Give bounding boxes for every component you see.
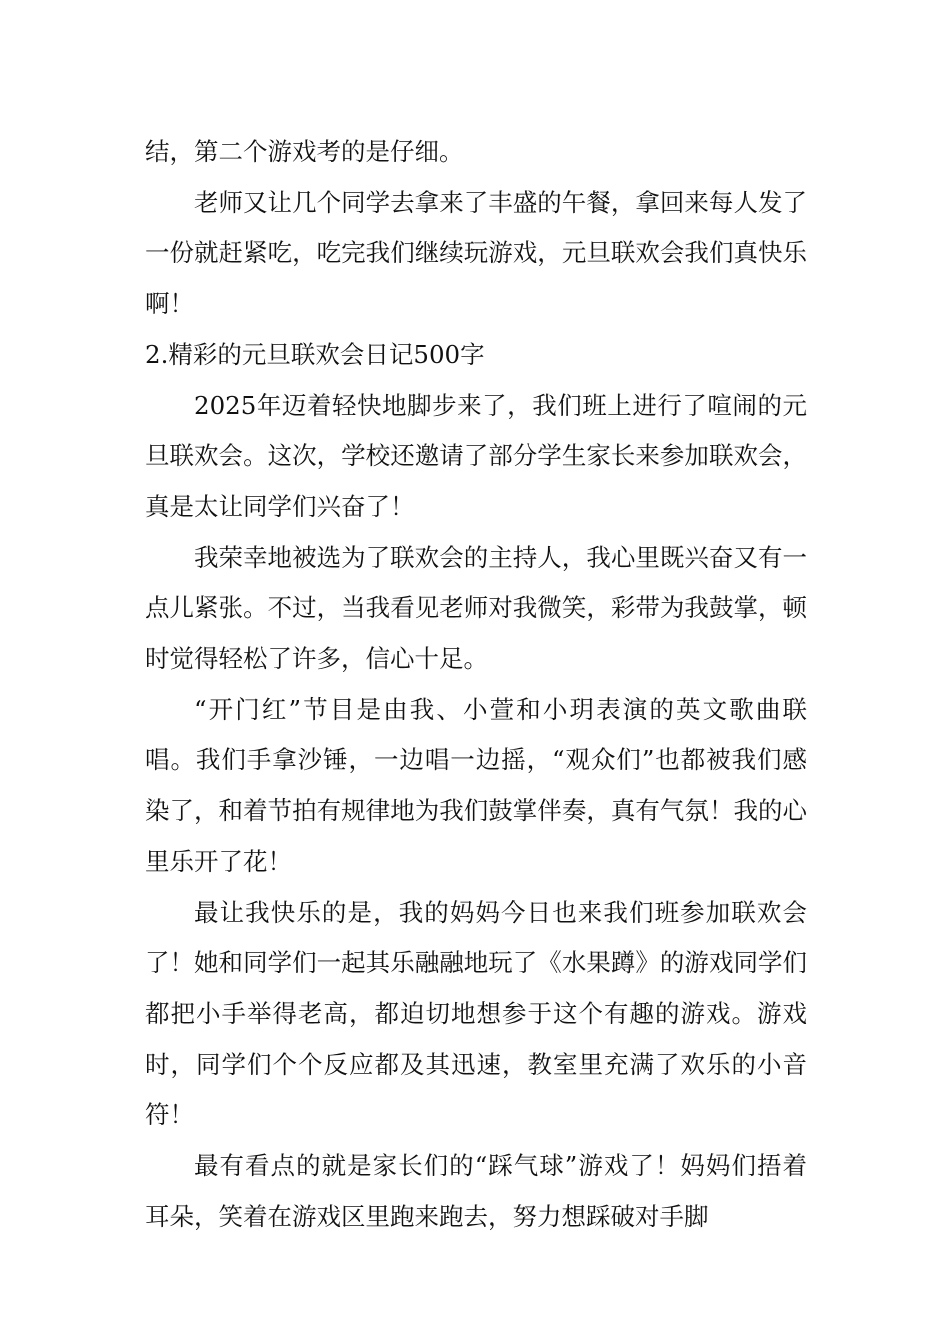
paragraph-continuation: 结，第二个游戏考的是仔细。: [145, 137, 464, 166]
paragraph-intro: 2025年迈着轻快地脚步来了，我们班上进行了喧闹的元旦联欢会。这次，学校还邀请了部分学生家长来参加联欢会，真是太让同学们兴奋了！: [145, 390, 807, 521]
document-body: [145, 127, 807, 1242]
paragraph-balloon-game: 最有看点的就是家长们的“踩气球”游戏了！妈妈们捂着耳朵，笑着在游戏区里跑来跑去，努力想踩破对手脚: [145, 1151, 807, 1231]
paragraph-mother: 最让我快乐的是，我的妈妈今日也来我们班参加联欢会了！她和同学们一起其乐融融地玩了《水果蹲》的游戏同学们都把小手举得老高，都迫切地想参于这个有趣的游戏。游戏时，同学们个个反应都及其迅速，教室里充满了欢乐的小音符！: [145, 897, 807, 1130]
paragraph-lunch: 老师又让几个同学去拿来了丰盛的午餐，拿回来每人发了一份就赶紧吃，吃完我们继续玩游戏，元旦联欢会我们真快乐啊！: [145, 187, 807, 319]
paragraph-opening-show: “开门红”节目是由我、小萱和小玥表演的英文歌曲联唱。我们手拿沙锤，一边唱一边摇，“观众们”也都被我们感染了，和着节拍有规律地为我们鼓掌伴奏，真有气氛！我的心里乐开了花！: [145, 694, 807, 876]
section-heading: 2.精彩的元旦联欢会日记500字: [145, 339, 485, 369]
paragraph-host: 我荣幸地被选为了联欢会的主持人，我心里既兴奋又有一点儿紧张。不过，当我看见老师对我微笑，彩带为我鼓掌，顿时觉得轻松了许多，信心十足。: [145, 542, 807, 674]
